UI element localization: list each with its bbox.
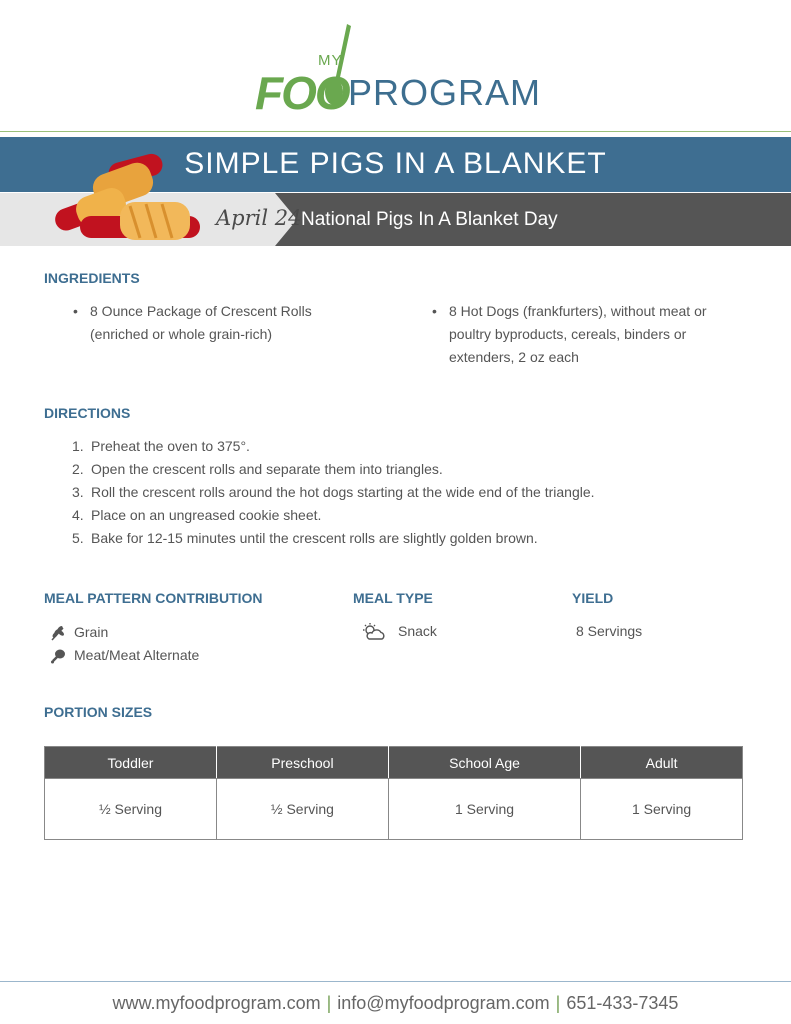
step-text: Bake for 12-15 minutes until the crescent rolls are slightly golden brown. [91, 530, 538, 546]
step-text: Open the crescent rolls and separate them into triangles. [91, 461, 443, 477]
portion-sizes-heading: PORTION SIZES [44, 704, 153, 720]
footer [0, 993, 791, 1014]
meal-pattern-label: Grain [74, 624, 109, 640]
ingredient-item [73, 300, 350, 346]
ingredient-item [432, 300, 739, 369]
column-header: Preschool [216, 747, 388, 779]
step-text: Roll the crescent rolls around the hot dogs starting at the wide end of the triangle. [91, 484, 595, 500]
table-header-row [45, 747, 743, 779]
meal-type-value-row [361, 620, 437, 643]
meal-pattern-heading: MEAL PATTERN CONTRIBUTION [44, 590, 263, 606]
meal-pattern-label: Meat/Meat Alternate [74, 647, 200, 663]
ingredient-text: 8 Hot Dogs (frankfurters), without meat or poultry byproducts, cereals, binders or extenders, 2 oz each [449, 303, 707, 365]
wheat-icon [50, 625, 66, 641]
footer-phone: 651-433-7345 [566, 993, 679, 1013]
footer-separator: | [555, 993, 561, 1013]
table-cell: ½ Serving [216, 779, 388, 840]
step-number: 2. [72, 461, 84, 477]
column-header: Adult [581, 747, 743, 779]
step-text: Place on an ungreased cookie sheet. [91, 507, 322, 523]
direction-step [72, 481, 732, 504]
top-divider [0, 131, 791, 132]
date-label: April 24 [216, 206, 302, 230]
ingredient-text: 8 Ounce Package of Crescent Rolls (enriched or whole grain-rich) [90, 303, 312, 342]
page-title: SIMPLE PIGS IN A BLANKET [184, 147, 607, 180]
step-number: 5. [72, 530, 84, 546]
step-number: 3. [72, 484, 84, 500]
ingredients-list-left [73, 300, 350, 346]
directions-heading: DIRECTIONS [44, 405, 131, 421]
meal-type-heading: MEAL TYPE [353, 590, 433, 606]
column-header: School Age [388, 747, 580, 779]
meal-pattern-item-grain [50, 621, 199, 644]
direction-step [72, 504, 732, 527]
footer-email-link[interactable]: info@myfoodprogram.com [337, 993, 550, 1013]
direction-step [72, 458, 732, 481]
sun-cloud-icon [361, 622, 387, 642]
ingredients-list-right [432, 300, 739, 369]
meal-pattern-list [50, 621, 199, 667]
bullet: • [432, 303, 437, 319]
direction-step [72, 527, 732, 550]
logo [255, 22, 545, 119]
directions-list [72, 435, 732, 550]
table-cell: 1 Serving [388, 779, 580, 840]
logo-program: PROGRAM [348, 72, 542, 113]
portion-sizes-table [44, 746, 743, 840]
yield-value: 8 Servings [576, 623, 643, 639]
step-text: Preheat the oven to 375°. [91, 438, 250, 454]
meal-type-value: Snack [398, 623, 437, 639]
ingredients-heading: INGREDIENTS [44, 270, 140, 286]
logo-foo: FOO [255, 67, 349, 119]
footer-divider [0, 981, 791, 982]
bullet: • [73, 303, 78, 319]
table-cell: 1 Serving [581, 779, 743, 840]
holiday-label: National Pigs In A Blanket Day [301, 209, 558, 230]
footer-website-link[interactable]: www.myfoodprogram.com [112, 993, 321, 1013]
step-number: 4. [72, 507, 84, 523]
step-number: 1. [72, 438, 84, 454]
footer-separator: | [326, 993, 332, 1013]
meal-pattern-item-meat [50, 644, 199, 667]
direction-step [72, 435, 732, 458]
table-row [45, 779, 743, 840]
drumstick-icon [50, 648, 66, 664]
column-header: Toddler [45, 747, 217, 779]
table-cell: ½ Serving [45, 779, 217, 840]
logo-my: MY [318, 52, 343, 69]
yield-heading: YIELD [572, 590, 614, 606]
pigs-in-blanket-image [48, 150, 248, 250]
